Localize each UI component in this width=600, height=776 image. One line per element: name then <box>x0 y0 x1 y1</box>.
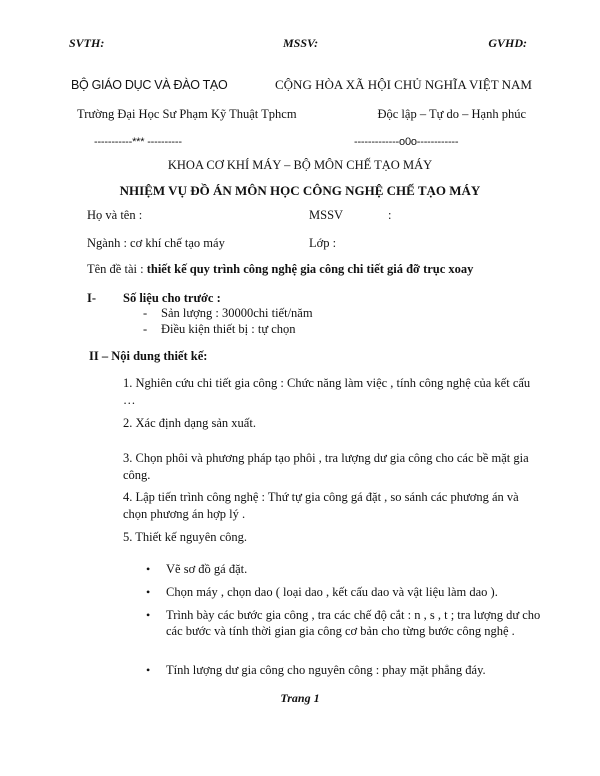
svth-label: SVTH: <box>69 36 105 50</box>
bullet-item <box>146 662 546 678</box>
school-name: Trường Đại Học Sư Phạm Kỹ Thuật Tphcm <box>77 107 297 121</box>
topic-value: thiết kế quy trình công nghệ gia công chi tiết giá đỡ trục xoay <box>146 262 474 276</box>
bullet-item <box>146 561 546 577</box>
section1-number: I- <box>87 291 97 305</box>
ministry-name: BỘ GIÁO DỤC VÀ ĐÀO TẠO <box>71 78 228 92</box>
dash-bullet: - <box>143 306 148 320</box>
name-label: Họ và tên : <box>87 208 143 222</box>
content-paragraph: 5. Thiết kế nguyên công. <box>123 530 248 544</box>
content-paragraph: 3. Chọn phôi và phương pháp tạo phôi , tra lượng dư gia công cho các bề mặt gia công. <box>123 451 529 482</box>
bullet-dot-icon: • <box>146 585 151 599</box>
section2-title: II – Nội dung thiết kế: <box>89 349 208 363</box>
bullet-dot-icon: • <box>146 562 151 576</box>
section1-item <box>143 322 296 337</box>
gvhd-label: GVHD: <box>488 36 527 50</box>
dash-bullet: - <box>143 322 148 336</box>
section1-title: Số liệu cho trước : <box>123 291 221 305</box>
document-title: NHIỆM VỤ ĐỒ ÁN MÔN HỌC CÔNG NGHỆ CHẾ TẠO MÁY <box>119 183 481 198</box>
bullet-dot-icon: • <box>146 663 151 677</box>
content-paragraph: 4. Lập tiến trình công nghệ : Thứ tự gia công gá đặt , so sánh các phương án và chọn phương án hợp lý . <box>123 490 519 521</box>
bullet-item <box>146 584 546 600</box>
faculty-heading: KHOA CƠ KHÍ MÁY – BỘ MÔN CHẾ TẠO MÁY <box>167 158 433 172</box>
mssv-header-label: MSSV: <box>283 36 319 50</box>
section1-item-text: Điều kiện thiết bị : tự chọn <box>161 322 296 336</box>
bullet-dot-icon: • <box>146 608 151 622</box>
topic-line <box>87 262 473 277</box>
republic-name: CỘNG HÒA XÃ HỘI CHỦ NGHĨA VIỆT NAM <box>275 77 532 92</box>
section1-item-text: Sản lượng : 30000chi tiết/năm <box>161 306 313 320</box>
section1-item <box>143 306 313 321</box>
content-paragraph: 1. Nghiên cứu chi tiết gia công : Chức năng làm việc , tính công nghệ của kết cấu … <box>123 376 531 407</box>
separator-right: -------------o0o------------ <box>354 136 459 148</box>
bullet-text: Trình bày các bước gia công , tra các chế độ cắt : n , s , t ; tra lượng dư cho các bước và tính thời gian gia công cơ bản cho từng bước công nghệ . <box>166 608 541 638</box>
bullet-text: Chọn máy , chọn dao ( loại dao , kết cấu dao và vật liệu làm dao ). <box>166 585 498 599</box>
major-label: Ngành : cơ khí chế tạo máy <box>87 236 225 250</box>
bullet-item <box>146 607 546 639</box>
bullet-text: Tính lượng dư gia công cho nguyên công : phay mặt phẳng đáy. <box>166 663 486 677</box>
mssv-field-label: MSSV <box>309 208 344 222</box>
class-label: Lớp : <box>309 236 337 250</box>
page-number: Trang 1 <box>280 691 320 705</box>
national-motto: Độc lập – Tự do – Hạnh phúc <box>377 107 526 121</box>
bullet-text: Vẽ sơ đồ gá đặt. <box>166 562 248 576</box>
separator-left: -----------*** ---------- <box>94 136 182 148</box>
content-paragraph: 2. Xác định dạng sản xuất. <box>123 416 256 430</box>
mssv-colon: : <box>388 208 392 222</box>
topic-label: Tên đề tài : <box>87 262 147 276</box>
